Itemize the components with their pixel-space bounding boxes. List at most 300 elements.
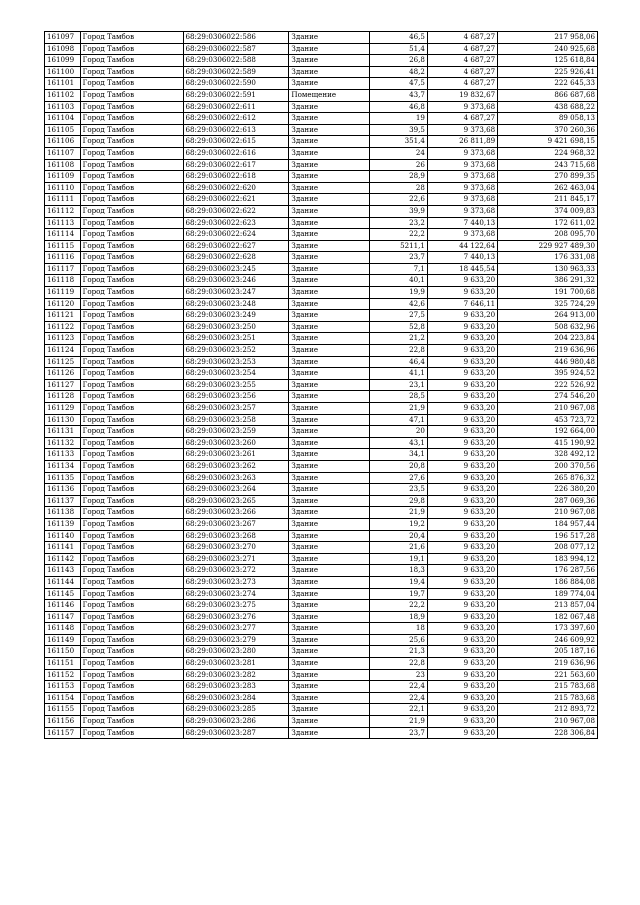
row-number-cell: 161140 — [45, 530, 81, 542]
specific-value-cell: 9 633,20 — [427, 449, 497, 461]
cadastral-number-cell: 68:29:0306023:254 — [183, 368, 289, 380]
cadastral-number-cell: 68:29:0306023:262 — [183, 460, 289, 472]
cadastral-number-cell: 68:29:0306022:628 — [183, 252, 289, 264]
table-row — [45, 681, 598, 693]
specific-value-cell: 9 633,20 — [427, 634, 497, 646]
cadastral-value-cell: 226 380,20 — [498, 484, 598, 496]
city-cell: Город Тамбов — [80, 194, 183, 206]
table-row — [45, 55, 598, 67]
table-row — [45, 217, 598, 229]
cadastral-value-cell: 228 306,84 — [498, 727, 598, 739]
city-cell: Город Тамбов — [80, 681, 183, 693]
table-row — [45, 89, 598, 101]
area-cell: 25,6 — [369, 634, 427, 646]
cadastral-value-cell: 270 899,35 — [498, 171, 598, 183]
city-cell: Город Тамбов — [80, 205, 183, 217]
table-row — [45, 507, 598, 519]
specific-value-cell: 7 440,13 — [427, 252, 497, 264]
row-number-cell: 161137 — [45, 495, 81, 507]
specific-value-cell: 9 633,20 — [427, 530, 497, 542]
specific-value-cell: 18 445,54 — [427, 263, 497, 275]
cadastral-number-cell: 68:29:0306022:588 — [183, 55, 289, 67]
table-row — [45, 147, 598, 159]
object-type-cell: Здание — [289, 368, 369, 380]
area-cell: 21,9 — [369, 507, 427, 519]
object-type-cell: Здание — [289, 414, 369, 426]
area-cell: 351,4 — [369, 136, 427, 148]
area-cell: 20,4 — [369, 530, 427, 542]
city-cell: Город Тамбов — [80, 692, 183, 704]
specific-value-cell: 9 633,20 — [427, 576, 497, 588]
cadastral-value-cell: 221 563,60 — [498, 669, 598, 681]
area-cell: 22,4 — [369, 681, 427, 693]
cadastral-value-cell: 173 397,60 — [498, 623, 598, 635]
cadastral-number-cell: 68:29:0306023:257 — [183, 403, 289, 415]
table-row — [45, 171, 598, 183]
cadastral-value-cell: 274 546,20 — [498, 391, 598, 403]
area-cell: 18 — [369, 623, 427, 635]
area-cell: 48,2 — [369, 66, 427, 78]
specific-value-cell: 9 373,68 — [427, 147, 497, 159]
area-cell: 28,9 — [369, 171, 427, 183]
area-cell: 47,5 — [369, 78, 427, 90]
specific-value-cell: 9 633,20 — [427, 356, 497, 368]
cadastral-value-cell: 215 783,68 — [498, 692, 598, 704]
cadastral-number-cell: 68:29:0306022:618 — [183, 171, 289, 183]
table-row — [45, 263, 598, 275]
city-cell: Город Тамбов — [80, 333, 183, 345]
object-type-cell: Здание — [289, 287, 369, 299]
area-cell: 39,5 — [369, 124, 427, 136]
specific-value-cell: 4 687,27 — [427, 66, 497, 78]
table-row — [45, 66, 598, 78]
row-number-cell: 161100 — [45, 66, 81, 78]
table-row — [45, 658, 598, 670]
cadastral-number-cell: 68:29:0306023:263 — [183, 472, 289, 484]
table-row — [45, 101, 598, 113]
specific-value-cell: 4 687,27 — [427, 55, 497, 67]
city-cell: Город Тамбов — [80, 298, 183, 310]
table-row — [45, 356, 598, 368]
document-page — [44, 31, 598, 739]
object-type-cell: Здание — [289, 171, 369, 183]
row-number-cell: 161118 — [45, 275, 81, 287]
cadastral-value-cell: 225 926,41 — [498, 66, 598, 78]
row-number-cell: 161120 — [45, 298, 81, 310]
specific-value-cell: 9 633,20 — [427, 669, 497, 681]
cadastral-number-cell: 68:29:0306022:611 — [183, 101, 289, 113]
cadastral-number-cell: 68:29:0306023:246 — [183, 275, 289, 287]
table-row — [45, 78, 598, 90]
city-cell: Город Тамбов — [80, 507, 183, 519]
row-number-cell: 161138 — [45, 507, 81, 519]
city-cell: Город Тамбов — [80, 518, 183, 530]
city-cell: Город Тамбов — [80, 147, 183, 159]
cadastral-number-cell: 68:29:0306022:623 — [183, 217, 289, 229]
object-type-cell: Здание — [289, 692, 369, 704]
object-type-cell: Здание — [289, 449, 369, 461]
cadastral-value-cell: 222 526,92 — [498, 379, 598, 391]
cadastral-number-cell: 68:29:0306022:612 — [183, 113, 289, 125]
city-cell: Город Тамбов — [80, 171, 183, 183]
specific-value-cell: 4 687,27 — [427, 113, 497, 125]
object-type-cell: Здание — [289, 437, 369, 449]
specific-value-cell: 9 633,20 — [427, 727, 497, 739]
cadastral-number-cell: 68:29:0306023:259 — [183, 426, 289, 438]
table-row — [45, 634, 598, 646]
object-type-cell: Здание — [289, 136, 369, 148]
table-row — [45, 437, 598, 449]
city-cell: Город Тамбов — [80, 32, 183, 44]
specific-value-cell: 9 633,20 — [427, 495, 497, 507]
city-cell: Город Тамбов — [80, 600, 183, 612]
specific-value-cell: 4 687,27 — [427, 78, 497, 90]
city-cell: Город Тамбов — [80, 437, 183, 449]
cadastral-number-cell: 68:29:0306022:589 — [183, 66, 289, 78]
row-number-cell: 161154 — [45, 692, 81, 704]
city-cell: Город Тамбов — [80, 449, 183, 461]
area-cell: 21,9 — [369, 403, 427, 415]
city-cell: Город Тамбов — [80, 217, 183, 229]
row-number-cell: 161104 — [45, 113, 81, 125]
cadastral-value-cell: 395 924,52 — [498, 368, 598, 380]
specific-value-cell: 9 633,20 — [427, 391, 497, 403]
specific-value-cell: 9 633,20 — [427, 518, 497, 530]
cadastral-number-cell: 68:29:0306023:258 — [183, 414, 289, 426]
area-cell: 22,2 — [369, 600, 427, 612]
table-row — [45, 379, 598, 391]
area-cell: 23,1 — [369, 379, 427, 391]
specific-value-cell: 9 373,68 — [427, 159, 497, 171]
city-cell: Город Тамбов — [80, 379, 183, 391]
cadastral-value-cell: 9 421 698,15 — [498, 136, 598, 148]
row-number-cell: 161127 — [45, 379, 81, 391]
cadastral-number-cell: 68:29:0306023:281 — [183, 658, 289, 670]
cadastral-value-cell: 229 927 489,30 — [498, 240, 598, 252]
city-cell: Город Тамбов — [80, 403, 183, 415]
object-type-cell: Здание — [289, 78, 369, 90]
cadastral-value-cell: 438 688,22 — [498, 101, 598, 113]
row-number-cell: 161122 — [45, 321, 81, 333]
row-number-cell: 161141 — [45, 542, 81, 554]
city-cell: Город Тамбов — [80, 136, 183, 148]
cadastral-value-cell: 264 913,00 — [498, 310, 598, 322]
city-cell: Город Тамбов — [80, 495, 183, 507]
object-type-cell: Здание — [289, 588, 369, 600]
row-number-cell: 161156 — [45, 716, 81, 728]
cadastral-value-cell: 222 645,33 — [498, 78, 598, 90]
object-type-cell: Здание — [289, 182, 369, 194]
row-number-cell: 161108 — [45, 159, 81, 171]
area-cell: 43,1 — [369, 437, 427, 449]
table-row — [45, 588, 598, 600]
cadastral-value-cell: 217 958,06 — [498, 32, 598, 44]
object-type-cell: Здание — [289, 391, 369, 403]
table-row — [45, 252, 598, 264]
object-type-cell: Здание — [289, 229, 369, 241]
cadastral-number-cell: 68:29:0306023:252 — [183, 345, 289, 357]
specific-value-cell: 9 633,20 — [427, 437, 497, 449]
row-number-cell: 161115 — [45, 240, 81, 252]
cadastral-number-cell: 68:29:0306022:586 — [183, 32, 289, 44]
area-cell: 22,6 — [369, 194, 427, 206]
object-type-cell: Здание — [289, 321, 369, 333]
specific-value-cell: 9 633,20 — [427, 472, 497, 484]
row-number-cell: 161117 — [45, 263, 81, 275]
cadastral-value-cell: 386 291,32 — [498, 275, 598, 287]
cadastral-number-cell: 68:29:0306023:265 — [183, 495, 289, 507]
table-row — [45, 194, 598, 206]
row-number-cell: 161124 — [45, 345, 81, 357]
cadastral-number-cell: 68:29:0306023:280 — [183, 646, 289, 658]
area-cell: 22,1 — [369, 704, 427, 716]
cadastral-number-cell: 68:29:0306023:266 — [183, 507, 289, 519]
area-cell: 27,5 — [369, 310, 427, 322]
specific-value-cell: 4 687,27 — [427, 32, 497, 44]
row-number-cell: 161119 — [45, 287, 81, 299]
object-type-cell: Здание — [289, 460, 369, 472]
object-type-cell: Здание — [289, 194, 369, 206]
cadastral-value-cell: 212 893,72 — [498, 704, 598, 716]
area-cell: 40,1 — [369, 275, 427, 287]
row-number-cell: 161129 — [45, 403, 81, 415]
city-cell: Город Тамбов — [80, 124, 183, 136]
area-cell: 23,5 — [369, 484, 427, 496]
table-row — [45, 472, 598, 484]
object-type-cell: Здание — [289, 356, 369, 368]
table-row — [45, 484, 598, 496]
table-row — [45, 704, 598, 716]
specific-value-cell: 9 633,20 — [427, 623, 497, 635]
table-row — [45, 542, 598, 554]
city-cell: Город Тамбов — [80, 275, 183, 287]
row-number-cell: 161125 — [45, 356, 81, 368]
row-number-cell: 161152 — [45, 669, 81, 681]
area-cell: 21,3 — [369, 646, 427, 658]
cadastral-value-cell: 240 925,68 — [498, 43, 598, 55]
row-number-cell: 161114 — [45, 229, 81, 241]
city-cell: Город Тамбов — [80, 426, 183, 438]
cadastral-value-cell: 172 611,02 — [498, 217, 598, 229]
table-row — [45, 403, 598, 415]
area-cell: 46,4 — [369, 356, 427, 368]
object-type-cell: Здание — [289, 66, 369, 78]
area-cell: 29,8 — [369, 495, 427, 507]
object-type-cell: Здание — [289, 716, 369, 728]
area-cell: 52,8 — [369, 321, 427, 333]
cadastral-value-cell: 213 857,04 — [498, 600, 598, 612]
cadastral-value-cell: 243 715,68 — [498, 159, 598, 171]
city-cell: Город Тамбов — [80, 553, 183, 565]
cadastral-number-cell: 68:29:0306023:250 — [183, 321, 289, 333]
specific-value-cell: 9 633,20 — [427, 704, 497, 716]
table-row — [45, 43, 598, 55]
cadastral-value-cell: 186 884,08 — [498, 576, 598, 588]
object-type-cell: Помещение — [289, 89, 369, 101]
table-row — [45, 623, 598, 635]
object-type-cell: Здание — [289, 681, 369, 693]
cadastral-number-cell: 68:29:0306023:270 — [183, 542, 289, 554]
specific-value-cell: 7 440,13 — [427, 217, 497, 229]
cadastral-number-cell: 68:29:0306022:622 — [183, 205, 289, 217]
cadastral-value-cell: 176 287,56 — [498, 565, 598, 577]
area-cell: 34,1 — [369, 449, 427, 461]
cadastral-value-cell: 130 963,33 — [498, 263, 598, 275]
city-cell: Город Тамбов — [80, 101, 183, 113]
specific-value-cell: 9 633,20 — [427, 379, 497, 391]
cadastral-number-cell: 68:29:0306023:264 — [183, 484, 289, 496]
cadastral-number-cell: 68:29:0306022:587 — [183, 43, 289, 55]
area-cell: 51,4 — [369, 43, 427, 55]
object-type-cell: Здание — [289, 113, 369, 125]
specific-value-cell: 9 633,20 — [427, 484, 497, 496]
specific-value-cell: 9 633,20 — [427, 345, 497, 357]
specific-value-cell: 9 633,20 — [427, 368, 497, 380]
city-cell: Город Тамбов — [80, 716, 183, 728]
specific-value-cell: 9 633,20 — [427, 310, 497, 322]
object-type-cell: Здание — [289, 611, 369, 623]
cadastral-number-cell: 68:29:0306023:268 — [183, 530, 289, 542]
city-cell: Город Тамбов — [80, 646, 183, 658]
object-type-cell: Здание — [289, 553, 369, 565]
city-cell: Город Тамбов — [80, 229, 183, 241]
area-cell: 7,1 — [369, 263, 427, 275]
object-type-cell: Здание — [289, 159, 369, 171]
object-type-cell: Здание — [289, 101, 369, 113]
table-row — [45, 669, 598, 681]
object-type-cell: Здание — [289, 530, 369, 542]
city-cell: Город Тамбов — [80, 287, 183, 299]
cadastral-value-cell: 196 517,28 — [498, 530, 598, 542]
area-cell: 5211,1 — [369, 240, 427, 252]
specific-value-cell: 9 633,20 — [427, 275, 497, 287]
cadastral-value-cell: 125 618,84 — [498, 55, 598, 67]
specific-value-cell: 9 373,68 — [427, 124, 497, 136]
row-number-cell: 161150 — [45, 646, 81, 658]
object-type-cell: Здание — [289, 646, 369, 658]
cadastral-value-cell: 446 980,48 — [498, 356, 598, 368]
row-number-cell: 161111 — [45, 194, 81, 206]
city-cell: Город Тамбов — [80, 634, 183, 646]
cadastral-number-cell: 68:29:0306023:251 — [183, 333, 289, 345]
city-cell: Город Тамбов — [80, 460, 183, 472]
area-cell: 22,2 — [369, 229, 427, 241]
row-number-cell: 161103 — [45, 101, 81, 113]
row-number-cell: 161101 — [45, 78, 81, 90]
row-number-cell: 161143 — [45, 565, 81, 577]
object-type-cell: Здание — [289, 147, 369, 159]
cadastral-value-cell: 176 331,08 — [498, 252, 598, 264]
cadastral-value-cell: 189 774,04 — [498, 588, 598, 600]
object-type-cell: Здание — [289, 576, 369, 588]
area-cell: 19,2 — [369, 518, 427, 530]
cadastral-value-cell: 374 009,83 — [498, 205, 598, 217]
object-type-cell: Здание — [289, 240, 369, 252]
row-number-cell: 161146 — [45, 600, 81, 612]
object-type-cell: Здание — [289, 298, 369, 310]
object-type-cell: Здание — [289, 565, 369, 577]
cadastral-value-cell: 246 609,92 — [498, 634, 598, 646]
cadastral-number-cell: 68:29:0306023:256 — [183, 391, 289, 403]
row-number-cell: 161134 — [45, 460, 81, 472]
specific-value-cell: 9 633,20 — [427, 333, 497, 345]
table-row — [45, 611, 598, 623]
row-number-cell: 161142 — [45, 553, 81, 565]
cadastral-value-cell: 184 957,44 — [498, 518, 598, 530]
cadastral-value-cell: 453 723,72 — [498, 414, 598, 426]
area-cell: 20 — [369, 426, 427, 438]
cadastral-number-cell: 68:29:0306023:245 — [183, 263, 289, 275]
cadastral-value-cell: 415 190,92 — [498, 437, 598, 449]
table-row — [45, 414, 598, 426]
city-cell: Город Тамбов — [80, 542, 183, 554]
table-row — [45, 159, 598, 171]
city-cell: Город Тамбов — [80, 345, 183, 357]
specific-value-cell: 9 633,20 — [427, 287, 497, 299]
cadastral-number-cell: 68:29:0306023:282 — [183, 669, 289, 681]
cadastral-value-cell: 265 876,32 — [498, 472, 598, 484]
cadastral-number-cell: 68:29:0306023:253 — [183, 356, 289, 368]
table-row — [45, 646, 598, 658]
area-cell: 19,4 — [369, 576, 427, 588]
object-type-cell: Здание — [289, 727, 369, 739]
row-number-cell: 161139 — [45, 518, 81, 530]
row-number-cell: 161147 — [45, 611, 81, 623]
object-type-cell: Здание — [289, 205, 369, 217]
city-cell: Город Тамбов — [80, 43, 183, 55]
area-cell: 28,5 — [369, 391, 427, 403]
city-cell: Город Тамбов — [80, 565, 183, 577]
cadastral-number-cell: 68:29:0306023:277 — [183, 623, 289, 635]
cadastral-value-cell: 89 058,13 — [498, 113, 598, 125]
cadastral-value-cell: 183 994,12 — [498, 553, 598, 565]
object-type-cell: Здание — [289, 379, 369, 391]
object-type-cell: Здание — [289, 518, 369, 530]
cadastral-number-cell: 68:29:0306022:624 — [183, 229, 289, 241]
city-cell: Город Тамбов — [80, 310, 183, 322]
cadastral-value-cell: 204 223,84 — [498, 333, 598, 345]
cadastral-number-cell: 68:29:0306022:613 — [183, 124, 289, 136]
table-row — [45, 136, 598, 148]
city-cell: Город Тамбов — [80, 414, 183, 426]
specific-value-cell: 9 373,68 — [427, 171, 497, 183]
city-cell: Город Тамбов — [80, 356, 183, 368]
object-type-cell: Здание — [289, 217, 369, 229]
table-row — [45, 565, 598, 577]
table-body — [45, 32, 598, 739]
specific-value-cell: 9 633,20 — [427, 414, 497, 426]
object-type-cell: Здание — [289, 484, 369, 496]
row-number-cell: 161126 — [45, 368, 81, 380]
row-number-cell: 161151 — [45, 658, 81, 670]
area-cell: 43,7 — [369, 89, 427, 101]
cadastral-value-cell: 191 700,68 — [498, 287, 598, 299]
cadastral-number-cell: 68:29:0306023:249 — [183, 310, 289, 322]
table-row — [45, 391, 598, 403]
cadastral-number-cell: 68:29:0306023:247 — [183, 287, 289, 299]
area-cell: 22,8 — [369, 345, 427, 357]
city-cell: Город Тамбов — [80, 182, 183, 194]
city-cell: Город Тамбов — [80, 159, 183, 171]
row-number-cell: 161110 — [45, 182, 81, 194]
row-number-cell: 161144 — [45, 576, 81, 588]
object-type-cell: Здание — [289, 310, 369, 322]
table-row — [45, 460, 598, 472]
city-cell: Город Тамбов — [80, 658, 183, 670]
city-cell: Город Тамбов — [80, 368, 183, 380]
cadastral-number-cell: 68:29:0306023:273 — [183, 576, 289, 588]
object-type-cell: Здание — [289, 43, 369, 55]
